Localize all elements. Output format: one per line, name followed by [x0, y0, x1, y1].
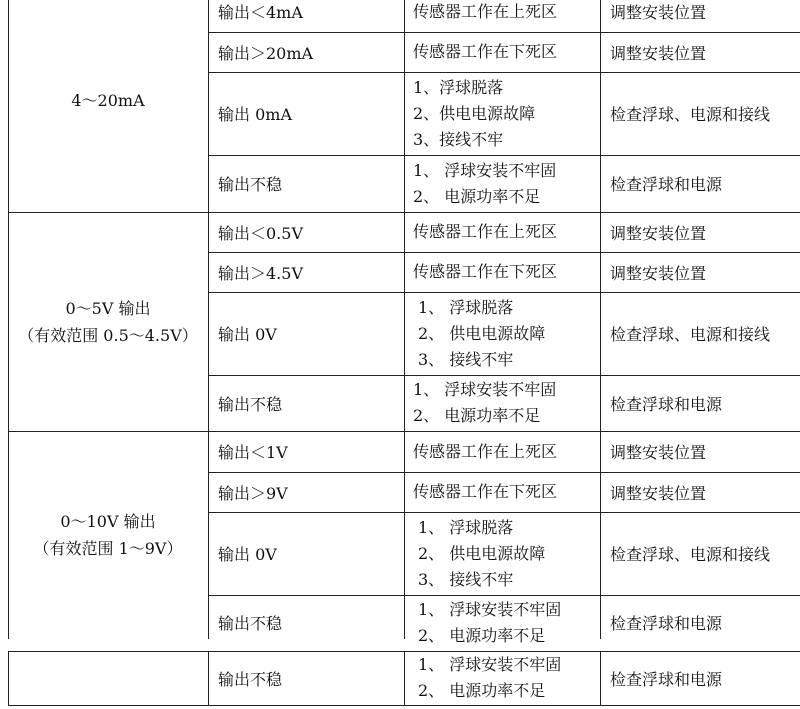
- symptom-cell: 输出 0V: [218, 545, 277, 564]
- range-note: （有效范围 0.5～4.5V）: [18, 325, 198, 345]
- range-label: 0～5V 输出: [65, 298, 151, 318]
- column-divider: [8, 651, 9, 706]
- symptom-cell: 输出＜4mA: [218, 3, 303, 22]
- symptom-cell: 输出不稳: [218, 175, 283, 194]
- action-cell: 检查浮球和电源: [610, 394, 723, 414]
- cause-cell: 1、 浮球安装不牢固 2、 电源功率不足: [413, 160, 557, 206]
- symptom-cell: 输出不稳: [218, 394, 283, 414]
- symptom-cell: 输出不稳: [218, 669, 283, 689]
- symptom-cell: 输出＜0.5V: [218, 223, 304, 243]
- action-cell: 调整安装位置: [610, 263, 707, 283]
- symptom-cell: 输出＞20mA: [218, 43, 314, 63]
- action-cell: 检查浮球、电源和接线: [610, 325, 771, 344]
- cause-cell: 1、浮球脱落 2、供电电源故障 3、接线不牢: [413, 77, 536, 149]
- cause-cell: 1、 浮球安装不牢固 2、 电源功率不足: [418, 599, 562, 645]
- cause-cell: 1、 浮球脱落 2、 供电电源故障 3、 接线不牢: [418, 517, 546, 589]
- action-cell: 调整安装位置: [610, 3, 707, 22]
- symptom-cell: 输出＜1V: [218, 443, 288, 462]
- cause-cell: 1、 浮球脱落 2、 供电电源故障 3、 接线不牢: [418, 297, 546, 369]
- action-cell: 调整安装位置: [610, 43, 707, 63]
- cause-cell: 传感器工作在下死区: [413, 42, 558, 61]
- cause-cell: 传感器工作在上死区: [413, 1, 558, 21]
- range-cell: [8, 431, 208, 639]
- symptom-cell: 输出不稳: [218, 614, 283, 633]
- cause-cell: 传感器工作在下死区: [413, 262, 558, 281]
- action-cell: 调整安装位置: [610, 483, 707, 503]
- range-note: （有效范围 1～9V）: [33, 539, 183, 558]
- range-cell: [8, 212, 208, 431]
- action-cell: 调整安装位置: [610, 443, 707, 462]
- symptom-cell: 输出 0mA: [218, 105, 292, 124]
- range-label: 4～20mA: [71, 90, 145, 110]
- cause-cell: 传感器工作在上死区: [413, 441, 558, 461]
- symptom-cell: 输出＞4.5V: [218, 263, 304, 283]
- action-cell: 检查浮球和电源: [610, 175, 723, 194]
- cause-cell: 传感器工作在上死区: [413, 222, 558, 241]
- action-cell: 检查浮球和电源: [610, 669, 723, 689]
- cause-cell: 1、 浮球安装不牢固 2、 电源功率不足: [418, 655, 562, 700]
- action-cell: 调整安装位置: [610, 223, 707, 243]
- action-cell: 检查浮球和电源: [610, 614, 723, 633]
- cause-cell: 传感器工作在下死区: [413, 482, 558, 501]
- cause-cell: 1、 浮球安装不牢固 2、 电源功率不足: [413, 380, 557, 425]
- range-label: 0～10V 输出: [60, 512, 156, 531]
- action-cell: 检查浮球、电源和接线: [610, 545, 771, 564]
- range-cell: [8, 0, 208, 212]
- symptom-cell: 输出＞9V: [218, 483, 288, 503]
- symptom-cell: 输出 0V: [218, 325, 277, 344]
- action-cell: 检查浮球、电源和接线: [610, 105, 771, 124]
